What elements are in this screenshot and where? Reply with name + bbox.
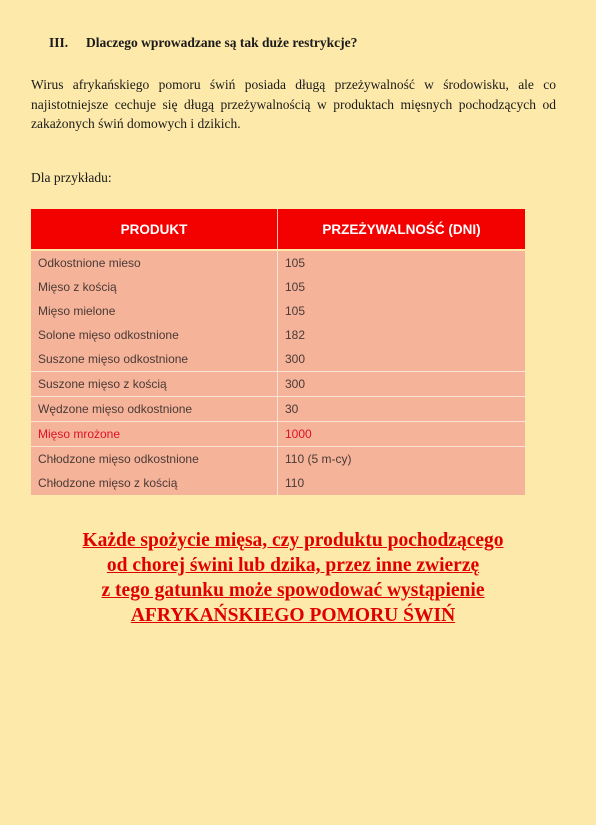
days-cell: 300 (278, 372, 526, 397)
header-survival-days: PRZEŻYWALNOŚĆ (DNI) (278, 209, 526, 249)
survival-table (31, 209, 525, 495)
warning-text (0, 528, 586, 628)
warning-line: z tego gatunku może spowodować wystąpienie (101, 580, 485, 601)
days-cell: 300 (278, 347, 526, 372)
table-row (31, 447, 525, 472)
warning-line: AFRYKAŃSKIEGO POMORU ŚWIŃ (130, 605, 456, 626)
product-cell: Solone mięso odkostnione (31, 323, 278, 347)
table-row (31, 372, 525, 397)
days-cell: 105 (278, 251, 526, 275)
product-cell: Suszone mięso odkostnione (31, 347, 278, 372)
table-row (31, 397, 525, 422)
section-number: III. (49, 35, 69, 50)
product-cell: Mięso mielone (31, 299, 278, 323)
product-cell: Mięso mrożone (31, 422, 278, 447)
table-row (31, 323, 525, 347)
table-row (31, 275, 525, 299)
product-cell: Suszone mięso z kością (31, 372, 278, 397)
days-cell: 110 (278, 471, 526, 495)
days-cell: 182 (278, 323, 526, 347)
days-cell: 105 (278, 299, 526, 323)
days-cell: 105 (278, 275, 526, 299)
table-row-highlighted (31, 422, 525, 447)
header-product: PRODUKT (31, 209, 278, 249)
product-cell: Odkostnione mieso (31, 251, 278, 275)
product-cell: Mięso z kością (31, 275, 278, 299)
product-cell: Wędzone mięso odkostnione (31, 397, 278, 422)
days-cell: 30 (278, 397, 526, 422)
table-row (31, 347, 525, 372)
table-row (31, 251, 525, 275)
table-header-row (31, 209, 525, 249)
warning-line: Każde spożycie mięsa, czy produktu pochodzącego (82, 530, 504, 551)
section-title: Dlaczego wprowadzane są tak duże restrykcje? (86, 35, 358, 50)
example-intro: Dla przykładu: (31, 170, 112, 185)
product-cell: Chłodzone mięso z kością (31, 471, 278, 495)
days-cell: 1000 (278, 422, 526, 447)
table-row (31, 471, 525, 495)
product-cell: Chłodzone mięso odkostnione (31, 447, 278, 472)
intro-paragraph: Wirus afrykańskiego pomoru świń posiada długą przeżywalność w środowisku, ale co najistotniejsze cechuje się długą przeżywalnością w produktach mięsnych pochodzących od zakażonych świń domowych i dzikich. (31, 77, 556, 131)
table-row (31, 299, 525, 323)
section-heading (49, 35, 357, 51)
warning-line: od chorej świni lub dzika, przez inne zwierzę (106, 555, 480, 576)
days-cell: 110 (5 m-cy) (278, 447, 526, 472)
